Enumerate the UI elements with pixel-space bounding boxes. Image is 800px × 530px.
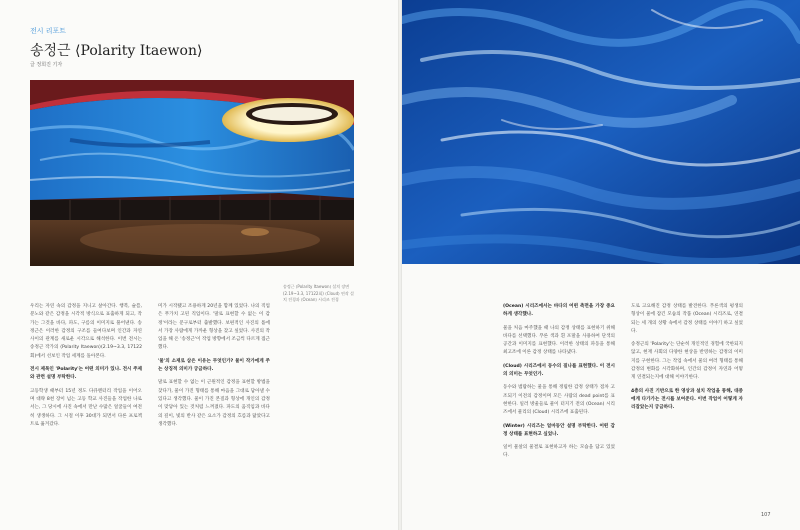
paragraph: 고등학생 때부터 15년 정도 다큐멘터리 작업을 이어오며 대략 8천 장이 넘는 고등 학교 사진들을 작업한 나로서는, 그 당시에 사진 속에서 만난 수많은 얼굴들이 여전히 생생하다. 그 시절 이후 30대가 되면서 다른 프로젝트로 옮겨갔다. — [30, 388, 142, 427]
article-column-3 — [503, 303, 615, 466]
question: (Ocean) 시리즈에서는 바다의 어떤 측면을 가장 중요하게 생각했나. — [503, 304, 615, 318]
photo-caption: 송정근 ⟨Polarity Itaewon⟩ 설치 장면(2.19~3.3, 17122회) ⟨Cloud⟩ 연작 설치 전경과 ⟨Ocean⟩ 시리즈 전경 — [283, 284, 354, 302]
question: 4층의 사진 기반으로 한 영상과 설치 작업을 통해, 대중에게 다가가는 전시를 보여준다. 이번 작업이 어떻게 자리잡았는지 궁금하다. — [631, 388, 743, 411]
page-number: 107 — [761, 512, 771, 518]
paragraph: 우리는 자연 속의 감정을 지니고 살아간다. 행복, 슬픔, 분노와 같은 감정을 시각적 방식으로 표출하게 되고, 작가는 그것을 바다, 파도, 구름의 이미지로 풀어낸다. 송정근은 이러한 감정의 구조를 들여다보며 인간과 자연 사이의 관계를 새로운 시각으로 해석한다. 이번 전시는 송정근 작가의 ⟨Polarity Itaewon⟩(2.19~3.3, 17122회)에서 선보인 작업 세계를 돌아본다. — [30, 304, 142, 359]
ocean-photo — [402, 0, 800, 264]
article-title: 송정근 ⟨Polarity Itaewon⟩ — [30, 43, 203, 59]
paragraph: 송정근의 'Polarity'는 단순히 개인적인 경험에 국한되지 않고, 현재 사회의 다양한 현상을 반영하는 감정의 이미지를 구현한다. 그는 작업 속에서 물의 여러 형태를 통해 감정의 변화를 시각화하며, 인간의 감정이 자연과 어떻게 연결되는지에 대해 이야기한다. — [631, 342, 743, 381]
installation-photo — [30, 80, 354, 266]
question: (Cloud) 시리즈에서 동수의 질나를 표현했다. 이 전시의 의미는 무엇인가. — [503, 363, 615, 378]
section-label: 전시 리포트 — [30, 27, 67, 35]
article-column-2 — [158, 303, 270, 434]
question: (Winter) 시리즈는 얼마동안 설명 부탁한다. 어떤 감정 상태를 표현하고 싶었나. — [503, 423, 615, 437]
article-column-1 — [30, 303, 142, 434]
paragraph: 말로 표현할 수 없는 이 근원적인 감정을 표현할 방법을 찾다가, 물이 가진 형태를 통해 마음을 그대로 담아낼 수 있다고 생각했다. 물이 가진 본질과 형상에 개인의 감정이 맞닿아 있는 것처럼 느껴졌다. 파도의 움직임과 바다의 깊이, 빛의 반사 같은 요소가 감정의 흐름과 닮았다고 생각했다. — [158, 380, 270, 427]
question: '물'의 소재로 삼은 이유는 무엇인가? 물이 작가에게 주는 상징적 의미가 궁금하다. — [158, 358, 270, 373]
question: 전시 제목인 'Polarity'는 어떤 의미가 있나. 전시 주제와 관련 설명 부탁한다. — [30, 367, 142, 381]
paragraph: 미가 시작됐고 조용하게 20년을 함께 있었다. 나의 직업은 무가치 고된 직업이다. '말로 표현할 수 없는 이 감정'이라는 문구로부터 출발했다. 보편적인 사진의 틀에서 가장 사람에게 가까운 형상을 찾고 싶었다. 사진의 작업을 해 온 '송정근'이 작업 방향에서 조금씩 다르게 접근했다. — [158, 304, 270, 351]
article-column-4 — [631, 303, 743, 418]
paragraph: 동수와 범람하는 물을 통해 정립한 감정 상태가 점차 고조되기 이전의 감정이며 모든 사람의 dead point를 표현한다. 일러 방울들로 물이 터지기 전의 (Ocean) 시리즈에서 물리의 (Cloud) 시리즈에 표출된다. — [503, 385, 615, 416]
paragraph: 도로 고요해진 감정 상태를 발견한다. 푸른색의 평생의 형상이 물에 잠긴 모습의 작품 (Ocean) 시리즈로, 연결되는 세 개의 상황 속에서 감정 상태를 이야기 하고 싶었다. — [631, 304, 743, 334]
paragraph: 물을 처음 마주했을 때 나의 감정 상태를 표현하기 위해 바다를 선택했다. 푸른 색과 흰 포말을 사용하여 단색의 공간과 이미지를 표현했다. 이러한 상태의 파동을 통해 최고조에 이른 감정 상태를 나타냈다. — [503, 325, 615, 356]
paragraph: 일어 물살의 물결로 표현하고자 하는 모습을 담고 있었다. — [503, 445, 615, 459]
byline: 글 정희진 기자 — [30, 62, 63, 68]
